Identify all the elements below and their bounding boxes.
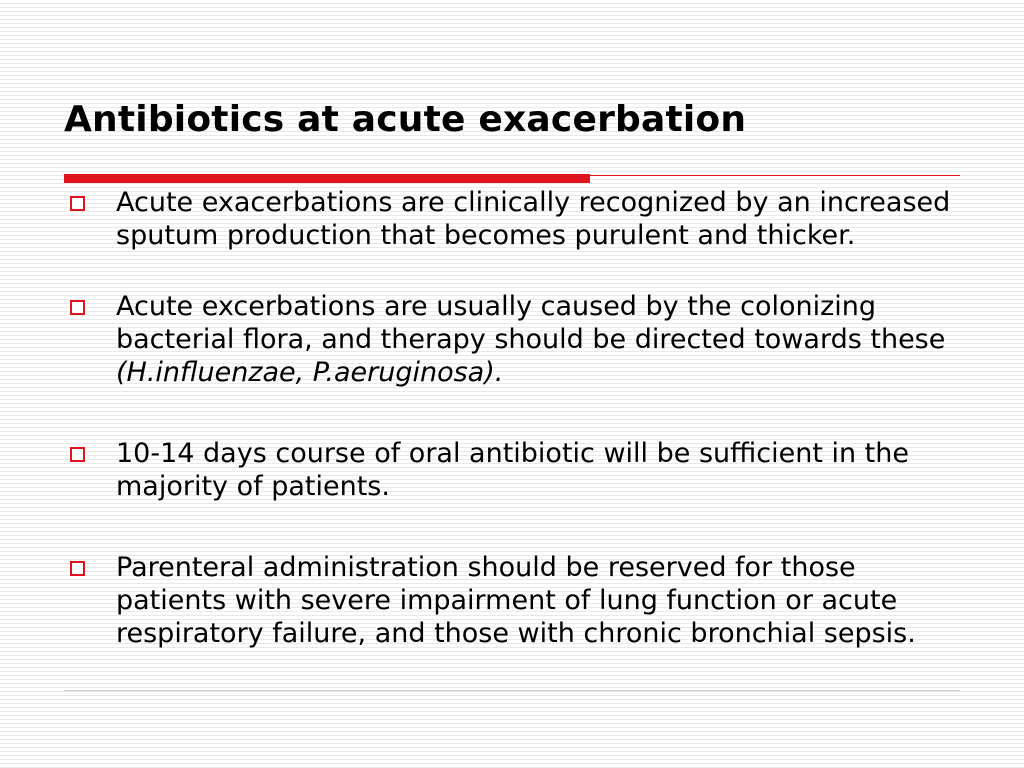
bullet-item (64, 290, 964, 389)
bullet-text-plain: Acute excerbations are usually caused by the colonizing bacterial flora, and therapy should be directed towards these (116, 291, 946, 355)
bullet-item (64, 186, 964, 252)
bullet-text: Acute exacerbations are clinically recognized by an increased sputum production that becomes purulent and thicker. (116, 187, 951, 251)
title-underline-accent (64, 174, 590, 183)
hollow-square-icon (70, 561, 85, 576)
bullet-text-emphasis: (H.influenzae, P.aeruginosa). (116, 357, 504, 388)
footer-divider (64, 690, 960, 691)
slide-title: Antibiotics at acute exacerbation (64, 99, 747, 140)
title-underline-thin (590, 175, 960, 176)
hollow-square-icon (70, 300, 85, 315)
bullet-text: 10-14 days course of oral antibiotic will be sufficient in the majority of patients. (116, 438, 909, 502)
bullet-item (64, 437, 964, 503)
bullet-text: Parenteral administration should be reserved for those patients with severe impairment of lung function or acute respiratory failure, and those with chronic bronchial sepsis. (116, 552, 916, 649)
bullet-text (116, 290, 964, 389)
hollow-square-icon (70, 196, 85, 211)
bullet-item (64, 551, 964, 650)
hollow-square-icon (70, 447, 85, 462)
bullet-list (64, 186, 964, 650)
